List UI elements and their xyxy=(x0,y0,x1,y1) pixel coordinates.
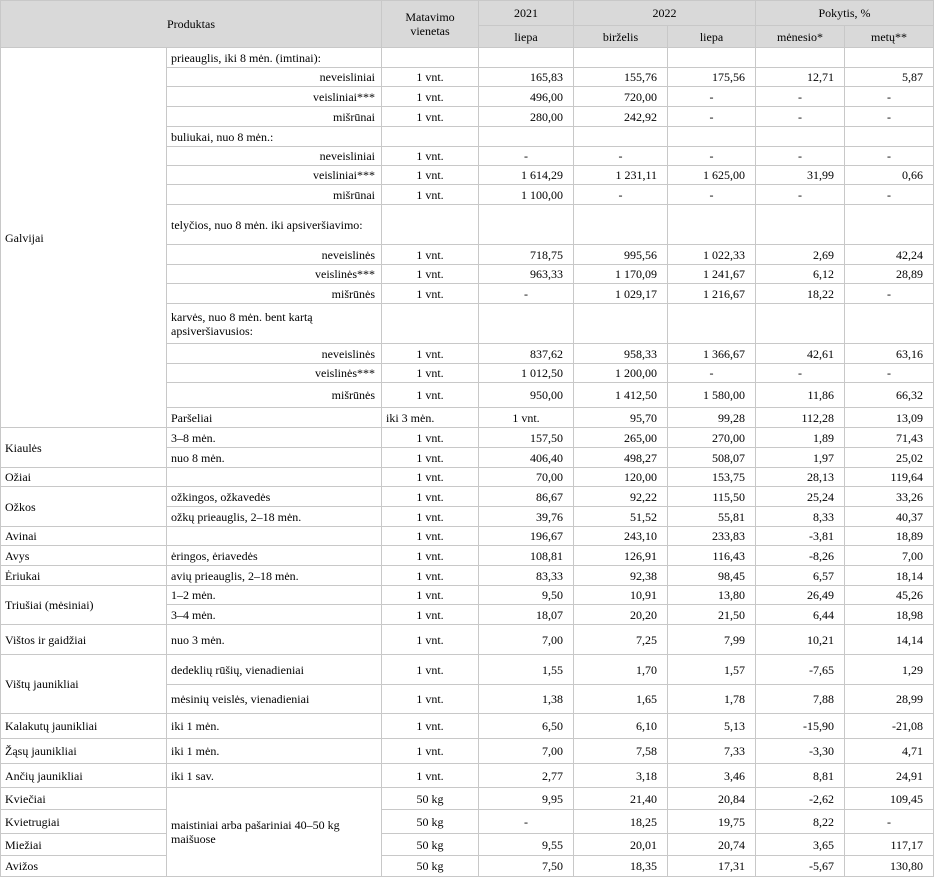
value-liepa-2021: 108,81 xyxy=(479,546,574,566)
value-liepa-2021: 165,83 xyxy=(479,68,574,87)
value-liepa-2022: 116,43 xyxy=(668,546,756,566)
change-month: 6,44 xyxy=(756,605,845,625)
value-liepa-2021: 95,70 xyxy=(574,408,668,428)
value-liepa-2022: - xyxy=(668,107,756,127)
change-month: - xyxy=(756,147,845,166)
value-liepa-2021: 196,67 xyxy=(479,527,574,546)
row-unit: 1 vnt. xyxy=(479,408,574,428)
value-liepa-2022: - xyxy=(668,87,756,107)
change-year: - xyxy=(845,364,934,383)
value-liepa-2021: 1 100,00 xyxy=(479,185,574,205)
row-unit: 1 vnt. xyxy=(382,68,479,87)
header-produktas: Produktas xyxy=(1,1,382,48)
change-year: - xyxy=(845,185,934,205)
value-birzelis-2022: 155,76 xyxy=(574,68,668,87)
change-year: 45,26 xyxy=(845,586,934,605)
row-unit: 1 vnt. xyxy=(382,625,479,655)
change-year: 18,89 xyxy=(845,527,934,546)
value-liepa-2022: 115,50 xyxy=(668,487,756,507)
header-birzelis-2022: birželis xyxy=(574,26,668,48)
group-label-karves: karvės, nuo 8 mėn. bent kartą apsiveršiavusios: xyxy=(167,304,382,344)
value-liepa-2021: 1 012,50 xyxy=(479,364,574,383)
header-year-2022: 2022 xyxy=(574,1,756,26)
change-month: 7,88 xyxy=(756,685,845,714)
table-body xyxy=(1,48,934,877)
value-liepa-2021: 157,50 xyxy=(479,428,574,448)
value-liepa-2022: - xyxy=(668,364,756,383)
header-unit: Matavimo vienetas xyxy=(382,1,479,48)
row-subcategory: neveislinės xyxy=(167,344,382,364)
value-liepa-2021: 718,75 xyxy=(479,245,574,265)
value-birzelis-2022: 1 200,00 xyxy=(574,364,668,383)
value-liepa-2022: 153,75 xyxy=(668,468,756,487)
row-unit: 1 vnt. xyxy=(382,448,479,468)
change-year: -21,08 xyxy=(845,714,934,739)
row-unit: 1 vnt. xyxy=(382,605,479,625)
value-birzelis-2022: 120,00 xyxy=(574,468,668,487)
change-year: 40,37 xyxy=(845,507,934,527)
change-month: 18,22 xyxy=(756,284,845,304)
row-unit: 1 vnt. xyxy=(382,685,479,714)
value-birzelis-2022: 1 170,09 xyxy=(574,265,668,284)
row-subcategory: ožkingos, ožkavedės xyxy=(167,487,382,507)
row-subcategory: ėringos, ėriavedės xyxy=(167,546,382,566)
value-liepa-2021: 837,62 xyxy=(479,344,574,364)
change-year: 63,16 xyxy=(845,344,934,364)
value-liepa-2022: - xyxy=(668,185,756,205)
value-birzelis-2022: 20,20 xyxy=(574,605,668,625)
value-liepa-2022: - xyxy=(668,147,756,166)
row-subcategory: veisliniai*** xyxy=(167,166,382,185)
row-name: Avys xyxy=(1,546,167,566)
header-metu: metų** xyxy=(845,26,934,48)
value-liepa-2022: 5,13 xyxy=(668,714,756,739)
change-year: - xyxy=(845,810,934,834)
header-change: Pokytis, % xyxy=(756,1,934,26)
value-birzelis-2022: - xyxy=(574,185,668,205)
value-birzelis-2022: 242,92 xyxy=(574,107,668,127)
row-unit: 1 vnt. xyxy=(382,344,479,364)
row-subcategory: dedeklių rūšių, vienadieniai xyxy=(167,655,382,685)
header-menesio: mėnesio* xyxy=(756,26,845,48)
value-liepa-2021: 7,00 xyxy=(479,625,574,655)
change-year: 18,98 xyxy=(845,605,934,625)
change-year: 66,32 xyxy=(845,383,934,408)
value-birzelis-2022: 20,01 xyxy=(574,834,668,856)
change-year: 4,71 xyxy=(845,739,934,764)
row-subcategory: nuo 3 mėn. xyxy=(167,625,382,655)
value-liepa-2022: 270,00 xyxy=(668,428,756,448)
change-year: - xyxy=(845,87,934,107)
value-liepa-2021: 86,67 xyxy=(479,487,574,507)
change-month: - xyxy=(756,185,845,205)
value-liepa-2022: 20,74 xyxy=(668,834,756,856)
value-liepa-2021: 963,33 xyxy=(479,265,574,284)
change-month: 6,12 xyxy=(756,265,845,284)
row-unit: 1 vnt. xyxy=(382,245,479,265)
row-name: Avinai xyxy=(1,527,167,546)
value-liepa-2021: 9,55 xyxy=(479,834,574,856)
value-birzelis-2022: 10,91 xyxy=(574,586,668,605)
change-year: 24,91 xyxy=(845,764,934,788)
row-subcategory: veislinės*** xyxy=(167,265,382,284)
row-unit: 1 vnt. xyxy=(382,87,479,107)
row-unit: 1 vnt. xyxy=(382,383,479,408)
value-liepa-2021: 7,50 xyxy=(479,856,574,877)
value-birzelis-2022: 92,22 xyxy=(574,487,668,507)
change-month: 11,86 xyxy=(756,383,845,408)
change-month: 6,57 xyxy=(756,566,845,586)
value-liepa-2022: 1 216,67 xyxy=(668,284,756,304)
row-subcategory: nuo 8 mėn. xyxy=(167,448,382,468)
change-month: -7,65 xyxy=(756,655,845,685)
change-year: 14,14 xyxy=(845,625,934,655)
row-subcategory: neveisliniai xyxy=(167,68,382,87)
row-unit: 1 vnt. xyxy=(382,147,479,166)
value-birzelis-2022: - xyxy=(574,147,668,166)
value-liepa-2022: 3,46 xyxy=(668,764,756,788)
value-birzelis-2022: 99,28 xyxy=(668,408,756,428)
value-birzelis-2022: 21,40 xyxy=(574,788,668,810)
value-liepa-2021: 9,50 xyxy=(479,586,574,605)
change-year: - xyxy=(845,107,934,127)
value-liepa-2022: 175,56 xyxy=(668,68,756,87)
value-liepa-2021: 2,77 xyxy=(479,764,574,788)
value-liepa-2022: 1 580,00 xyxy=(668,383,756,408)
value-liepa-2022: 17,31 xyxy=(668,856,756,877)
value-birzelis-2022: 995,56 xyxy=(574,245,668,265)
change-month: 26,49 xyxy=(756,586,845,605)
row-subcategory: iki 3 mėn. xyxy=(382,408,479,428)
value-liepa-2022: 7,33 xyxy=(668,739,756,764)
row-subcategory: mišrūnai xyxy=(167,107,382,127)
change-month: - xyxy=(756,107,845,127)
row-unit: 1 vnt. xyxy=(382,527,479,546)
row-unit: 1 vnt. xyxy=(382,185,479,205)
value-birzelis-2022: 265,00 xyxy=(574,428,668,448)
change-year: 130,80 xyxy=(845,856,934,877)
row-name: Kalakutų jaunikliai xyxy=(1,714,167,739)
row-subcategory: mišrūnės xyxy=(167,383,382,408)
row-unit: 50 kg xyxy=(382,856,479,877)
value-liepa-2022: 112,28 xyxy=(756,408,845,428)
row-unit: 1 vnt. xyxy=(382,265,479,284)
row-name: Ančių jaunikliai xyxy=(1,764,167,788)
row-unit: 1 vnt. xyxy=(382,468,479,487)
row-unit: 50 kg xyxy=(382,810,479,834)
value-liepa-2021: 83,33 xyxy=(479,566,574,586)
row-name: Vištų jaunikliai xyxy=(1,655,167,714)
value-birzelis-2022: 958,33 xyxy=(574,344,668,364)
row-subcategory: iki 1 mėn. xyxy=(167,714,382,739)
row-unit: 1 vnt. xyxy=(382,166,479,185)
value-birzelis-2022: 498,27 xyxy=(574,448,668,468)
change-year: 109,45 xyxy=(845,788,934,810)
value-liepa-2022: 508,07 xyxy=(668,448,756,468)
value-liepa-2022: 13,80 xyxy=(668,586,756,605)
change-year: 18,14 xyxy=(845,566,934,586)
row-subcategory: 1–2 mėn. xyxy=(167,586,382,605)
row-name: Ėriukai xyxy=(1,566,167,586)
row-unit: 1 vnt. xyxy=(382,487,479,507)
row-name: Kiaulės xyxy=(1,428,167,468)
row-subcategory: iki 1 sav. xyxy=(167,764,382,788)
value-liepa-2022: 20,84 xyxy=(668,788,756,810)
change-year: 28,99 xyxy=(845,685,934,714)
value-liepa-2021: 70,00 xyxy=(479,468,574,487)
row-subcategory: ožkų prieauglis, 2–18 mėn. xyxy=(167,507,382,527)
value-birzelis-2022: 1,65 xyxy=(574,685,668,714)
change-month: -5,67 xyxy=(756,856,845,877)
change-month: - xyxy=(756,87,845,107)
value-birzelis-2022: 6,10 xyxy=(574,714,668,739)
row-name: Triušiai (mėsiniai) xyxy=(1,586,167,625)
row-unit: 1 vnt. xyxy=(382,507,479,527)
value-birzelis-2022: 51,52 xyxy=(574,507,668,527)
change-month: -3,81 xyxy=(756,527,845,546)
row-subcategory: mišrūnai xyxy=(167,185,382,205)
value-liepa-2022: 1 022,33 xyxy=(668,245,756,265)
value-birzelis-2022: 18,25 xyxy=(574,810,668,834)
value-birzelis-2022: 126,91 xyxy=(574,546,668,566)
change-month: 12,71 xyxy=(756,68,845,87)
change-month: 42,61 xyxy=(756,344,845,364)
row-name: Miežiai xyxy=(1,834,167,856)
value-liepa-2022: 21,50 xyxy=(668,605,756,625)
row-unit: 1 vnt. xyxy=(382,364,479,383)
row-subcategory: mišrūnės xyxy=(167,284,382,304)
value-birzelis-2022: 7,25 xyxy=(574,625,668,655)
change-year: 71,43 xyxy=(845,428,934,448)
change-month: 2,69 xyxy=(756,245,845,265)
change-year: 25,02 xyxy=(845,448,934,468)
value-birzelis-2022: 18,35 xyxy=(574,856,668,877)
change-month: 1,89 xyxy=(756,428,845,448)
header-year-2021: 2021 xyxy=(479,1,574,26)
change-month: 3,65 xyxy=(756,834,845,856)
change-month: 8,22 xyxy=(756,810,845,834)
value-birzelis-2022: 92,38 xyxy=(574,566,668,586)
group-label-prieauglis: prieauglis, iki 8 mėn. (imtinai): xyxy=(167,48,382,68)
value-liepa-2021: 950,00 xyxy=(479,383,574,408)
change-month: 13,09 xyxy=(845,408,934,428)
value-birzelis-2022: 7,58 xyxy=(574,739,668,764)
value-liepa-2021: 18,07 xyxy=(479,605,574,625)
change-month: 25,24 xyxy=(756,487,845,507)
row-unit: 1 vnt. xyxy=(382,284,479,304)
row-name: Paršeliai xyxy=(167,408,382,428)
row-name-galvijai: Galvijai xyxy=(1,48,167,428)
change-month: 8,81 xyxy=(756,764,845,788)
change-year: - xyxy=(845,284,934,304)
row-unit: 1 vnt. xyxy=(382,107,479,127)
row-subcategory: neveislinės xyxy=(167,245,382,265)
row-name: Ožkos xyxy=(1,487,167,527)
change-year: - xyxy=(845,147,934,166)
value-birzelis-2022: 1,70 xyxy=(574,655,668,685)
row-subcategory: veislinės*** xyxy=(167,364,382,383)
value-birzelis-2022: 243,10 xyxy=(574,527,668,546)
value-liepa-2021: 1,38 xyxy=(479,685,574,714)
row-unit: 50 kg xyxy=(382,834,479,856)
row-name: Kvietrugiai xyxy=(1,810,167,834)
group-label-telycios: telyčios, nuo 8 mėn. iki apsiveršiavimo: xyxy=(167,205,382,245)
row-unit: 1 vnt. xyxy=(382,714,479,739)
value-liepa-2021: - xyxy=(479,810,574,834)
row-name: Kviečiai xyxy=(1,788,167,810)
value-birzelis-2022: 1 231,11 xyxy=(574,166,668,185)
row-subcategory: 3–4 mėn. xyxy=(167,605,382,625)
change-year: 7,00 xyxy=(845,546,934,566)
change-month: -15,90 xyxy=(756,714,845,739)
value-liepa-2021: - xyxy=(479,284,574,304)
change-year: 1,29 xyxy=(845,655,934,685)
value-liepa-2022: 1,57 xyxy=(668,655,756,685)
value-liepa-2022: 233,83 xyxy=(668,527,756,546)
value-liepa-2022: 1 241,67 xyxy=(668,265,756,284)
row-unit: 1 vnt. xyxy=(382,764,479,788)
value-birzelis-2022: 3,18 xyxy=(574,764,668,788)
value-liepa-2021: 9,95 xyxy=(479,788,574,810)
row-name: Vištos ir gaidžiai xyxy=(1,625,167,655)
row-name: Žąsų jaunikliai xyxy=(1,739,167,764)
change-month: -3,30 xyxy=(756,739,845,764)
value-liepa-2021: 1 614,29 xyxy=(479,166,574,185)
value-liepa-2022: 1 625,00 xyxy=(668,166,756,185)
row-unit: 50 kg xyxy=(382,788,479,810)
row-unit: 1 vnt. xyxy=(382,566,479,586)
value-liepa-2021: 1,55 xyxy=(479,655,574,685)
row-subcategory xyxy=(167,527,382,546)
change-year: 119,64 xyxy=(845,468,934,487)
change-year: 42,24 xyxy=(845,245,934,265)
change-year: 117,17 xyxy=(845,834,934,856)
row-subcategory: 3–8 mėn. xyxy=(167,428,382,448)
row-subcategory: veisliniai*** xyxy=(167,87,382,107)
value-liepa-2022: 98,45 xyxy=(668,566,756,586)
change-month: 28,13 xyxy=(756,468,845,487)
value-liepa-2022: 55,81 xyxy=(668,507,756,527)
value-liepa-2021: 7,00 xyxy=(479,739,574,764)
change-year: 0,66 xyxy=(845,166,934,185)
row-subcategory: neveisliniai xyxy=(167,147,382,166)
change-month: - xyxy=(756,364,845,383)
value-liepa-2021: 406,40 xyxy=(479,448,574,468)
value-liepa-2021: 39,76 xyxy=(479,507,574,527)
row-unit: 1 vnt. xyxy=(382,586,479,605)
value-liepa-2022: 1 366,67 xyxy=(668,344,756,364)
value-birzelis-2022: 720,00 xyxy=(574,87,668,107)
grain-note: maistiniai arba pašariniai 40–50 kg maišuose xyxy=(167,788,382,877)
row-unit: 1 vnt. xyxy=(382,739,479,764)
row-unit: 1 vnt. xyxy=(382,546,479,566)
change-year: 28,89 xyxy=(845,265,934,284)
header-liepa-2022: liepa xyxy=(668,26,756,48)
change-month: 1,97 xyxy=(756,448,845,468)
value-liepa-2021: - xyxy=(479,147,574,166)
value-liepa-2022: 19,75 xyxy=(668,810,756,834)
change-month: 8,33 xyxy=(756,507,845,527)
value-liepa-2022: 1,78 xyxy=(668,685,756,714)
change-year: 5,87 xyxy=(845,68,934,87)
row-unit: 1 vnt. xyxy=(382,655,479,685)
value-liepa-2021: 496,00 xyxy=(479,87,574,107)
value-liepa-2021: 6,50 xyxy=(479,714,574,739)
header-liepa-2021: liepa xyxy=(479,26,574,48)
row-subcategory xyxy=(167,468,382,487)
value-birzelis-2022: 1 029,17 xyxy=(574,284,668,304)
value-birzelis-2022: 1 412,50 xyxy=(574,383,668,408)
change-year: 33,26 xyxy=(845,487,934,507)
value-liepa-2021: 280,00 xyxy=(479,107,574,127)
row-name: Avižos xyxy=(1,856,167,877)
change-month: -2,62 xyxy=(756,788,845,810)
row-subcategory: iki 1 mėn. xyxy=(167,739,382,764)
change-month: -8,26 xyxy=(756,546,845,566)
row-name: Ožiai xyxy=(1,468,167,487)
value-liepa-2022: 7,99 xyxy=(668,625,756,655)
change-month: 31,99 xyxy=(756,166,845,185)
row-subcategory: mėsinių veislės, vienadieniai xyxy=(167,685,382,714)
row-subcategory: avių prieauglis, 2–18 mėn. xyxy=(167,566,382,586)
group-label-buliukai: buliukai, nuo 8 mėn.: xyxy=(167,127,382,147)
change-month: 10,21 xyxy=(756,625,845,655)
row-unit: 1 vnt. xyxy=(382,428,479,448)
